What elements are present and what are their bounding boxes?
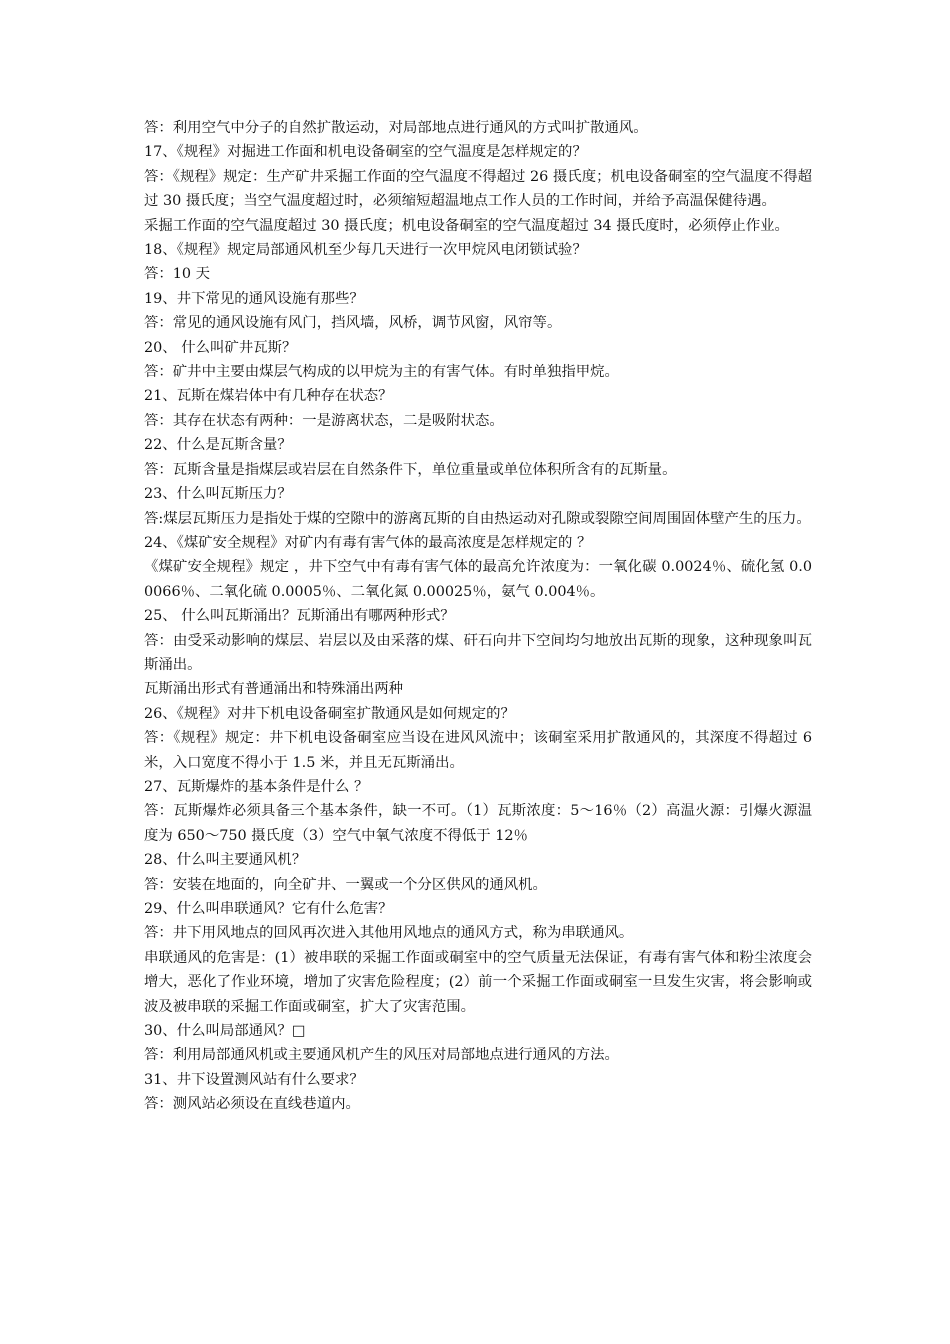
answer-29-continued: 串联通风的危害是：(1）被串联的采掘工作面或硐室中的空气质量无法保证，有毒有害气体和粉尘浓度会增大，恶化了作业环境，增加了灾害危险程度；(2）前一个采掘工作面或硐室一旦发生灾害，将会影响或波及被串联的采掘工作面或硐室，扩大了灾害范围。	[144, 949, 812, 1015]
question-24: 24、《煤矿安全规程》对矿内有毒有害气体的最高浓度是怎样规定的 ？	[144, 534, 592, 551]
answer-31: 答：测风站必须设在直线巷道内。	[144, 1096, 360, 1113]
question-31: 31、井下设置测风站有什么要求？	[144, 1071, 364, 1088]
question-28: 28、什么叫主要通风机？	[144, 852, 307, 869]
answer-20: 答：矿井中主要由煤层气构成的以甲烷为主的有害气体。有时单独指甲烷。	[144, 364, 619, 381]
answer-25: 答：由受采动影响的煤层、岩层以及由采落的煤、矸石向井下空间均匀地放出瓦斯的现象，这种现象叫瓦斯涌出。	[144, 632, 812, 673]
question-18: 18、《规程》规定局部通风机至少每几天进行一次甲烷风电闭锁试验？	[144, 242, 587, 259]
question-19: 19、井下常见的通风设施有那些？	[144, 290, 364, 307]
answer-19: 答：常见的通风设施有风门，挡风墙，风桥，调节风窗，风帘等。	[144, 315, 562, 332]
question-23: 23、什么叫瓦斯压力？	[144, 486, 292, 503]
question-17: 17、《规程》对掘进工作面和机电设备硐室的空气温度是怎样规定的？	[144, 144, 587, 161]
question-26: 26、《规程》对井下机电设备硐室扩散通风是如何规定的？	[144, 705, 515, 722]
answer-28: 答：安装在地面的，向全矿井、一翼或一个分区供风的通风机。	[144, 876, 547, 893]
question-20: 20、 什么叫矿井瓦斯？	[144, 339, 297, 356]
answer-21: 答：其存在状态有两种：一是游离状态，二是吸附状态。	[144, 412, 504, 429]
answer-22: 答：瓦斯含量是指煤层或岩层在自然条件下，单位重量或单位体积所含有的瓦斯量。	[144, 461, 677, 478]
answer-17-continued: 采掘工作面的空气温度超过 30 摄氏度；机电设备硐室的空气温度超过 34 摄氏度时，必须停止作业。	[144, 217, 789, 234]
answer-17: 答：《规程》规定：生产矿井采掘工作面的空气温度不得超过 26 摄氏度；机电设备硐室的空气温度不得超过 30 摄氏度；当空气温度超过时，必须缩短超温地点工作人员的工作时间，并给予高温保健待遇。	[144, 168, 812, 210]
question-22: 22、什么是瓦斯含量？	[144, 437, 292, 454]
question-25: 25、 什么叫瓦斯涌出？瓦斯涌出有哪两种形式？	[144, 608, 455, 625]
question-30: 30、什么叫局部通风？□	[144, 1023, 306, 1040]
answer-24: 《煤矿安全规程》规定 ，井下空气中有毒有害气体的最高允许浓度为：一氧化碳 0.0024％、硫化氢 0.00066％、二氧化硫 0.0005％、二氧化氮 0.00025％，氨气 0.004％。	[144, 559, 812, 600]
answer-diffusion-ventilation: 答：利用空气中分子的自然扩散运动，对局部地点进行通风的方式叫扩散通风。	[144, 120, 648, 136]
question-27: 27、瓦斯爆炸的基本条件是什么 ？	[144, 778, 369, 795]
question-29: 29、什么叫串联通风？它有什么危害？	[144, 901, 393, 917]
answer-25-continued: 瓦斯涌出形式有普通涌出和特殊涌出两种	[144, 681, 404, 698]
answer-27: 答：瓦斯爆炸必须具备三个基本条件，缺一不可。（1）瓦斯浓度：5～16％（2）高温火源：引爆火源温度为 650～750 摄氏度（3）空气中氧气浓度不得低于 12％	[144, 803, 812, 844]
answer-23: 答:煤层瓦斯压力是指处于煤的空隙中的游离瓦斯的自由热运动对孔隙或裂隙空间周围固体壁产生的压力。	[144, 510, 811, 527]
answer-30: 答：利用局部通风机或主要通风机产生的风压对局部地点进行通风的方法。	[144, 1047, 619, 1064]
answer-18: 答：10 天	[144, 266, 211, 283]
answer-26: 答：《规程》规定：井下机电设备硐室应当设在进风风流中；该硐室采用扩散通风的，其深度不得超过 6 米，入口宽度不得小于 1.5 米，并且无瓦斯涌出。	[144, 730, 812, 771]
answer-29: 答：井下用风地点的回风再次进入其他用风地点的通风方式，称为串联通风。	[144, 925, 634, 942]
document-body	[144, 116, 812, 1117]
question-21: 21、瓦斯在煤岩体中有几种存在状态？	[144, 388, 393, 405]
